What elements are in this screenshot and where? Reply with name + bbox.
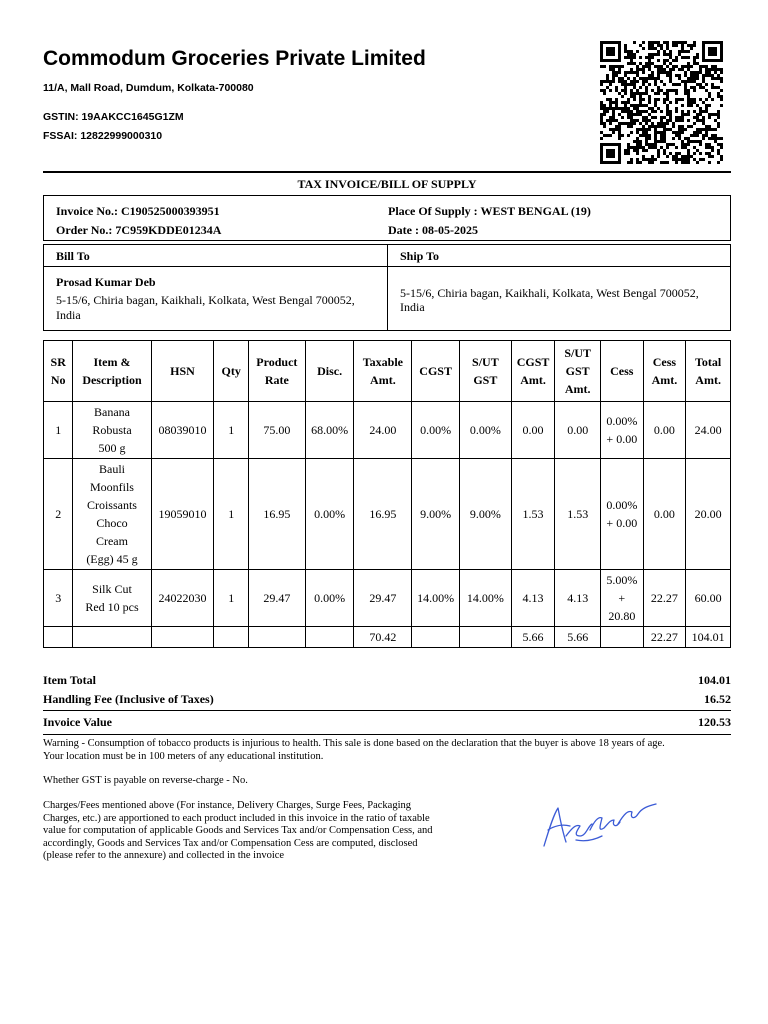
cell-rate: 29.47 (248, 570, 305, 627)
summary-divider (43, 710, 731, 711)
company-address: 11/A, Mall Road, Dumdum, Kolkata-700080 (43, 82, 254, 94)
cell-sr: 3 (44, 570, 73, 627)
column-header: Item & Description (73, 341, 151, 402)
cell-qty: 1 (214, 459, 249, 570)
charges-line-1: Charges/Fees mentioned above (For instance, Delivery Charges, Surge Fees, Packaging (43, 800, 412, 811)
charges-line-3: value for computation of applicable Goods and Services Tax and/or Compensation Cess, and (43, 825, 433, 836)
signature-image (536, 796, 664, 854)
cell-cess-amt: 0.00 (643, 402, 686, 459)
cell-qty: 1 (214, 570, 249, 627)
total-empty-cell (412, 627, 460, 648)
cell-taxable: 24.00 (354, 402, 412, 459)
company-name: Commodum Groceries Private Limited (43, 47, 426, 70)
table-row (44, 459, 731, 570)
gstin: GSTIN: 19AAKCC1645G1ZM (43, 111, 184, 123)
item-total-value: 104.01 (698, 673, 731, 687)
invoice-title: TAX INVOICE/BILL OF SUPPLY (43, 171, 731, 195)
column-header: CGST (412, 341, 460, 402)
notes-divider (43, 734, 731, 735)
cell-cgst-amt: 4.13 (511, 570, 555, 627)
invoice-value: 120.53 (698, 715, 731, 729)
column-header: S/UT GST Amt. (555, 341, 601, 402)
total-empty-cell (601, 627, 644, 648)
column-header: Taxable Amt. (354, 341, 412, 402)
cell-cgst: 0.00% (412, 402, 460, 459)
column-header: HSN (151, 341, 214, 402)
qr-code-icon (596, 40, 728, 164)
cell-disc: 0.00% (305, 570, 354, 627)
total-cess-amt: 22.27 (643, 627, 686, 648)
cell-sgst: 9.00% (459, 459, 511, 570)
cell-total: 24.00 (686, 402, 731, 459)
total-empty-cell (305, 627, 354, 648)
total-empty-cell (73, 627, 151, 648)
column-header: Cess Amt. (643, 341, 686, 402)
bill-ship-header (43, 244, 731, 267)
cell-hsn: 24022030 (151, 570, 214, 627)
cell-hsn: 08039010 (151, 402, 214, 459)
invoice-info-box (43, 195, 731, 241)
cell-cgst: 9.00% (412, 459, 460, 570)
charges-line-4: accordingly, Goods and Services Tax and/or Compensation Cess are computed, disclosed (43, 837, 418, 849)
bill-to-address-line2: India (56, 308, 81, 322)
handling-fee-label: Handling Fee (Inclusive of Taxes) (43, 692, 214, 706)
order-number: Order No.: 7C959KDDE01234A (56, 223, 222, 237)
cell-disc: 68.00% (305, 402, 354, 459)
tobacco-warning (43, 738, 665, 763)
item-total-label: Item Total (43, 673, 97, 687)
cell-cess: 0.00% + 0.00 (601, 402, 644, 459)
cell-qty: 1 (214, 402, 249, 459)
items-table (43, 340, 731, 648)
column-header: S/UT GST (459, 341, 511, 402)
column-header: CGST Amt. (511, 341, 555, 402)
item-total-row (43, 673, 731, 688)
table-header-row (44, 341, 731, 402)
total-total: 104.01 (686, 627, 731, 648)
invoice-value-row (43, 715, 731, 730)
cell-total: 60.00 (686, 570, 731, 627)
cell-cess: 5.00% + 20.80 (601, 570, 644, 627)
total-taxable: 70.42 (354, 627, 412, 648)
cell-cgst: 14.00% (412, 570, 460, 627)
handling-fee-row (43, 692, 731, 707)
cell-taxable: 29.47 (354, 570, 412, 627)
table-row (44, 402, 731, 459)
charges-line-5: (please refer to the annexure) and collected in the invoice (43, 850, 285, 861)
cell-desc: Banana Robusta 500 g (73, 402, 151, 459)
column-header: Cess (601, 341, 644, 402)
table-row (44, 570, 731, 627)
ship-to-address-line2: India (400, 300, 425, 314)
table-totals-row (44, 627, 731, 648)
charges-note (43, 800, 433, 863)
column-header: Total Amt. (686, 341, 731, 402)
column-header: Disc. (305, 341, 354, 402)
cell-rate: 75.00 (248, 402, 305, 459)
cell-desc: Bauli Moonfils Croissants Choco Cream (Egg) 45 g (73, 459, 151, 570)
bill-to-label: Bill To (56, 249, 90, 263)
handling-fee-value: 16.52 (704, 692, 731, 706)
total-sgst-amt: 5.66 (555, 627, 601, 648)
total-cgst-amt: 5.66 (511, 627, 555, 648)
cell-cgst-amt: 0.00 (511, 402, 555, 459)
cell-disc: 0.00% (305, 459, 354, 570)
total-empty-cell (214, 627, 249, 648)
bill-to-address-line1: 5-15/6, Chiria bagan, Kaikhali, Kolkata, West Bengal 700052, (56, 293, 355, 307)
cell-sr: 2 (44, 459, 73, 570)
bill-to-name: Prosad Kumar Deb (56, 275, 156, 289)
column-header: Product Rate (248, 341, 305, 402)
cell-taxable: 16.95 (354, 459, 412, 570)
fssai: FSSAI: 12822999000310 (43, 130, 163, 142)
column-header: Qty (214, 341, 249, 402)
cell-sgst-amt: 1.53 (555, 459, 601, 570)
total-empty-cell (459, 627, 511, 648)
warning-line-1: Warning - Consumption of tobacco products is injurious to health. This sale is done based on the declaration that the buyer is above 18 years of age. (43, 738, 665, 749)
place-of-supply: Place Of Supply : WEST BENGAL (19) (388, 204, 591, 218)
charges-line-2: Charges, etc.) are apportioned to each product included in this invoice in the ratio of taxable (43, 812, 430, 824)
cell-cess: 0.00% + 0.00 (601, 459, 644, 570)
bill-ship-details (43, 266, 731, 331)
cell-sgst: 0.00% (459, 402, 511, 459)
reverse-charge-note: Whether GST is payable on reverse-charge - No. (43, 775, 248, 786)
warning-line-2: Your location must be in 100 meters of any educational institution. (43, 750, 324, 762)
ship-to-label: Ship To (400, 249, 440, 263)
cell-sgst: 14.00% (459, 570, 511, 627)
cell-cgst-amt: 1.53 (511, 459, 555, 570)
total-empty-cell (248, 627, 305, 648)
invoice-number: Invoice No.: C190525000393951 (56, 204, 220, 218)
cell-rate: 16.95 (248, 459, 305, 570)
cell-sgst-amt: 0.00 (555, 402, 601, 459)
cell-cess-amt: 0.00 (643, 459, 686, 570)
cell-hsn: 19059010 (151, 459, 214, 570)
column-header: SR No (44, 341, 73, 402)
cell-sr: 1 (44, 402, 73, 459)
cell-desc: Silk Cut Red 10 pcs (73, 570, 151, 627)
cell-total: 20.00 (686, 459, 731, 570)
total-empty-cell (44, 627, 73, 648)
ship-to-address-line1: 5-15/6, Chiria bagan, Kaikhali, Kolkata, West Bengal 700052, (400, 286, 699, 300)
total-empty-cell (151, 627, 214, 648)
invoice-value-label: Invoice Value (43, 715, 113, 729)
cell-cess-amt: 22.27 (643, 570, 686, 627)
invoice-date: Date : 08-05-2025 (388, 223, 478, 237)
cell-sgst-amt: 4.13 (555, 570, 601, 627)
